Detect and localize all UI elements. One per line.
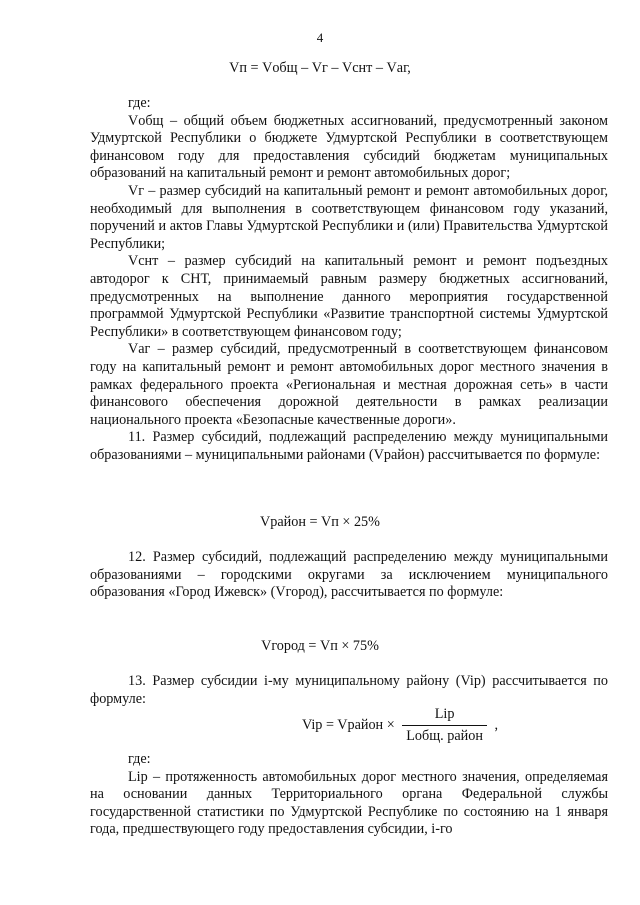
where-label: где:	[128, 95, 151, 111]
definition-vobsh: Vобщ – общий объем бюджетных ассигнований, предусмотренный законом Удмуртской Республики о бюджете Удмуртской Республики в соответствующем финансовом году для предоставления субсидий бюджетам муниципальных образований на капитальный ремонт и ремонт автомобильных дорог;	[90, 112, 608, 182]
formula-vip-fraction	[402, 706, 487, 745]
definition-vsnt: Vснт – размер субсидий на капитальный ремонт и ремонт подъездных автодорог к СНТ, принимаемый равным размеру бюджетных ассигнований, предусмотренных на выполнение данного мероприятия государственной программой Удмуртской Республики «Развитие транспортной системы Удмуртской Республики» в соответствующем финансовом году;	[90, 253, 608, 340]
formula-vip-tail: ,	[494, 716, 499, 733]
definition-lip: Lip – протяженность автомобильных дорог местного значения, определяемая на основании данных Территориального органа Федеральной службы государственной статистики по Удмуртской Республике по состоянию на 1 января года, предшествующего году предоставления субсидии, i-го	[90, 768, 608, 838]
paragraph-12: 12. Размер субсидий, подлежащий распределению между муниципальными образованиями – городскими округами за исключением муниципального образования «Город Ижевск» (Vгород), рассчитывается по формуле:	[90, 549, 608, 601]
formula-vgorod: Vгород = Vп × 75%	[261, 638, 379, 654]
definition-vag: Vаг – размер субсидий, предусмотренный в соответствующем финансовом году на капитальный ремонт и ремонт автомобильных дорог местного значения в рамках федерального проекта «Региональная и местная дорожная сеть» в части финансового обеспечения дорожной деятельности в рамках реализации национального проекта «Безопасные качественные дороги».	[90, 341, 608, 428]
fraction-numerator: Lip	[402, 706, 487, 726]
formula-vip-lhs: Vip = Vрайон ×	[301, 716, 395, 733]
paragraph-13: 13. Размер субсидии i-му муниципальному району (Vip) рассчитывается по формуле:	[90, 673, 608, 707]
formula-vrayon: Vрайон = Vп × 25%	[260, 514, 380, 530]
definitions-block-2	[90, 751, 608, 839]
where-label-2: где:	[128, 751, 151, 767]
formula-vip	[80, 706, 640, 745]
paragraph-11: 11. Размер субсидий, подлежащий распределению между муниципальными образованиями – муниципальными районами (Vрайон) рассчитывается по формуле:	[90, 429, 608, 463]
paragraph-13-block	[90, 673, 608, 708]
definition-vg: Vг – размер субсидий на капитальный ремонт и ремонт автомобильных дорог, необходимый для выполнения в соответствующем финансовом году указаний, поручений и актов Главы Удмуртской Республики и (или) Правительства Удмуртской Республики;	[90, 182, 608, 252]
formula-vp: Vп = Vобщ – Vг – Vснт – Vаг,	[229, 60, 411, 76]
page-number: 4	[316, 30, 324, 45]
fraction-denominator: Lобщ. район	[406, 728, 483, 744]
definitions-block-1	[90, 95, 608, 464]
paragraph-12-block	[90, 549, 608, 602]
